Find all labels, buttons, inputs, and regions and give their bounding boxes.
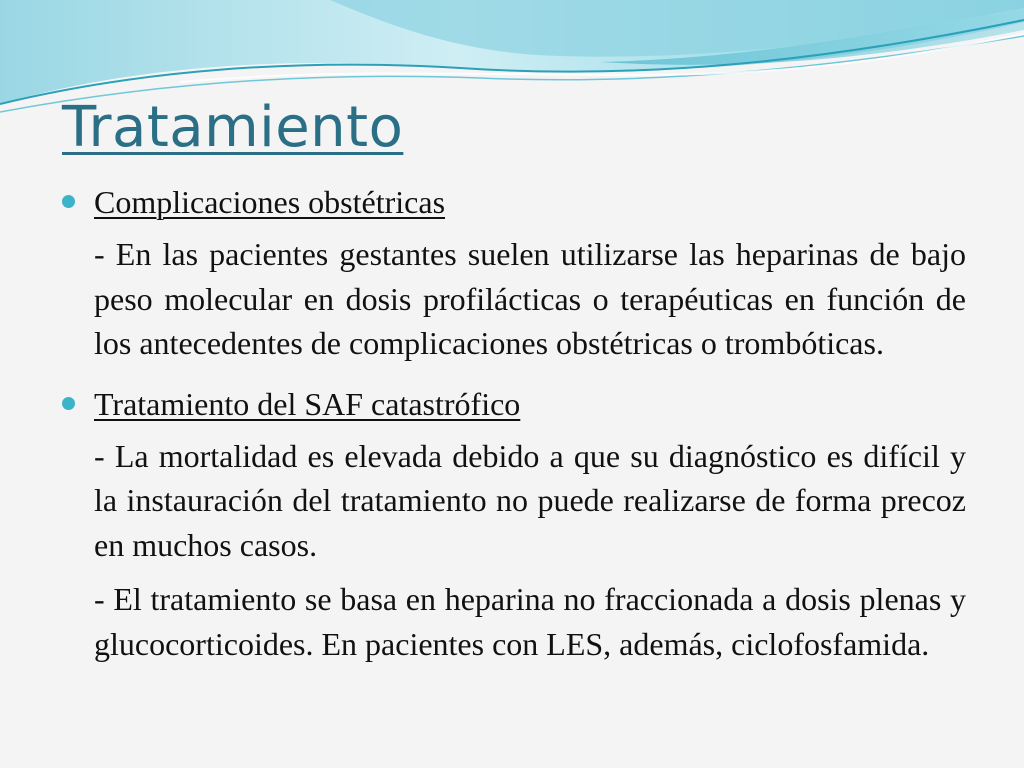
paragraph-text: - La mortalidad es elevada debido a que su diagnóstico es difícil y la instauración del tratamiento no puede realizarse de forma precoz en muchos casos. <box>94 437 966 563</box>
slide-title: Tratamiento <box>62 95 404 160</box>
bullet-heading: Tratamiento del SAF catastrófico <box>94 385 521 422</box>
circle-bullet-icon <box>62 397 75 410</box>
paragraph-text: - El tratamiento se basa en heparina no fraccionada a dosis plenas y glucocorticoides. En pacientes con LES, además, ciclofosfamida. <box>94 581 966 662</box>
bullet-heading: Complicaciones obstétricas <box>94 184 446 220</box>
bullet-item-complicaciones <box>60 180 966 224</box>
bullet-item-saf-catastrofico <box>60 382 966 426</box>
slide-content <box>60 180 966 666</box>
circle-bullet-icon <box>62 195 75 208</box>
paragraph-text: - En las pacientes gestantes suelen utilizarse las heparinas de bajo peso molecular en dosis profilácticas o terapéuticas en función de los antecedentes de complicaciones obstétricas o trombóticas. <box>94 236 966 361</box>
